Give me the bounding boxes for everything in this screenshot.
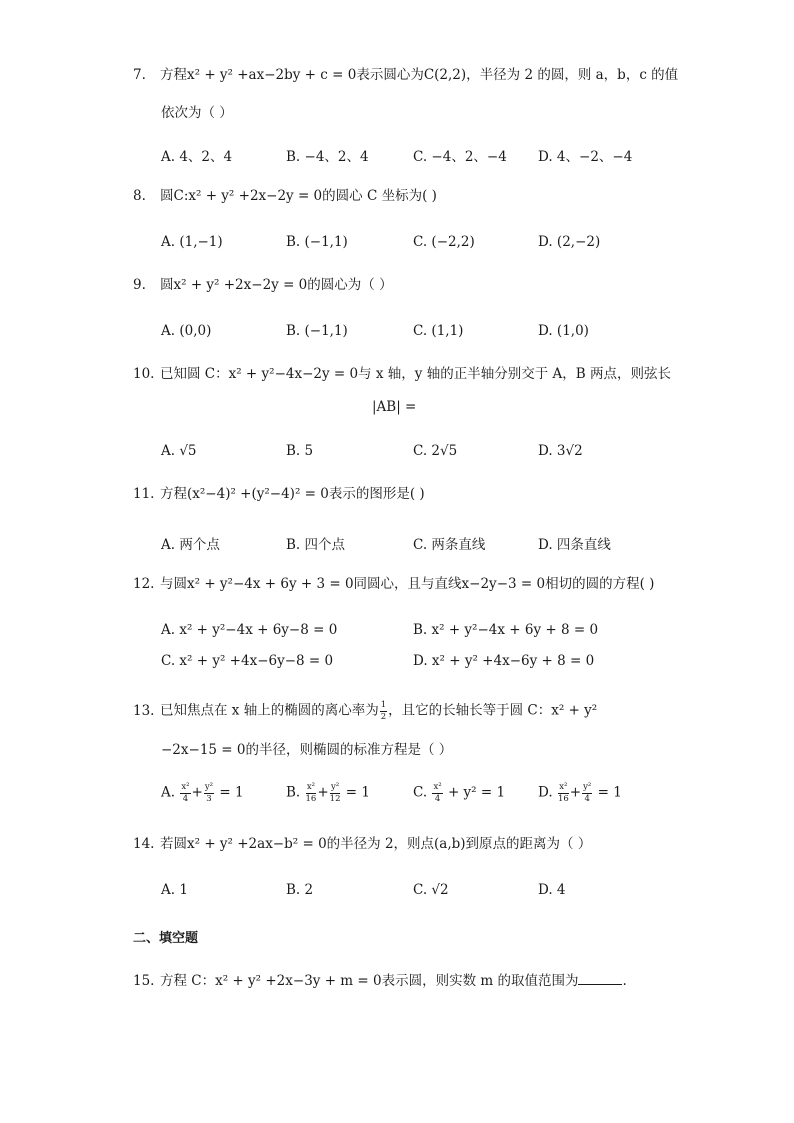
option-b[interactable]: B. x² + y²−4x + 6y + 8 = 0 <box>413 622 599 638</box>
option-c[interactable]: C. 2√5 <box>413 443 458 459</box>
option-d[interactable]: D. 四条直线 <box>538 537 611 553</box>
option-b[interactable]: B. 2 <box>286 882 314 898</box>
option-a[interactable]: A. $\frac{\text{x²}}{4}$ + $\frac{\text{y²}}{3}$ = 1 <box>161 782 244 804</box>
fraction: $\frac{\text{x²}}{16}$ <box>305 782 317 804</box>
question-7-continuation: 依次为（ ） <box>161 105 233 121</box>
question-text: ，且它的长轴长等于圆 C：x² + y² <box>388 702 598 719</box>
option-a[interactable]: A. x² + y²−4x + 6y−8 = 0 <box>161 622 338 638</box>
option-a[interactable]: A. (1,−1) <box>161 234 223 250</box>
option-a[interactable]: A. (0,0) <box>161 323 212 339</box>
question-13 <box>133 701 663 721</box>
question-number: 12. <box>133 576 155 592</box>
question-15: 15. 方程 C：x² + y² +2x−3y + m = 0表示圆，则实数 m 的取值范围为 . <box>133 973 627 989</box>
option-b[interactable]: B. −4、2、4 <box>286 149 369 165</box>
fraction-one-half: $\frac{1}{2}$ <box>380 700 387 722</box>
question-10-continuation: |AB| = <box>372 399 417 415</box>
option-d[interactable]: D. 4 <box>538 882 566 898</box>
question-text: 若圆x² + y² +2ax−b² = 0的半径为 2，则点(a,b)到原点的距离为（ ） <box>160 836 592 852</box>
option-c[interactable]: C. √2 <box>413 882 449 898</box>
question-9 <box>133 279 663 293</box>
question-number: 8. <box>133 188 146 204</box>
question-number: 7. <box>133 67 146 83</box>
question-text: 方程 C：x² + y² +2x−3y + m = 0表示圆，则实数 m 的取值范围为 <box>160 973 579 989</box>
question-number: 14. <box>133 836 155 852</box>
question-text: 已知焦点在 x 轴上的椭圆的离心率为 <box>160 702 379 719</box>
option-b[interactable]: B. $\frac{\text{x²}}{16}$ + $\frac{\text{y²}}{12}$ = 1 <box>286 782 370 804</box>
question-number: 13. <box>133 702 155 719</box>
question-10 <box>133 366 671 382</box>
option-b[interactable]: B. (−1,1) <box>286 234 348 250</box>
option-c[interactable]: C. (−2,2) <box>413 234 475 250</box>
option-d[interactable]: D. $\frac{\text{x²}}{16}$ + $\frac{\text{y²}}{4}$ = 1 <box>538 782 622 804</box>
question-text: 已知圆 C：x² + y²−4x−2y = 0与 x 轴，y 轴的正半轴分别交于 A，B 两点，则弦长 <box>160 366 671 382</box>
question-13-continuation: −2x−15 = 0的半径，则椭圆的标准方程是（ ） <box>161 742 453 758</box>
fraction: $\frac{\text{y²}}{3}$ <box>204 782 214 804</box>
question-text: 圆C:x² + y² +2x−2y = 0的圆心 C 坐标为( ) <box>160 188 437 204</box>
question-text: 与圆x² + y²−4x + 6y + 3 = 0同圆心，且与直线x−2y−3 = 0相切的圆的方程( ) <box>160 576 655 592</box>
answer-blank[interactable] <box>578 972 622 985</box>
option-d[interactable]: D. x² + y² +4x−6y + 8 = 0 <box>413 653 595 669</box>
question-number: 15. <box>133 973 155 989</box>
question-text: 方程x² + y² +ax−2by + c = 0表示圆心为C(2,2)，半径为 2 的圆，则 a，b，c 的值 <box>160 67 679 83</box>
question-14 <box>133 838 663 852</box>
question-8 <box>133 190 663 204</box>
option-c[interactable]: C. $\frac{\text{x²}}{4}$ + y² = 1 <box>413 782 506 804</box>
option-a[interactable]: A. 两个点 <box>161 537 220 553</box>
option-a[interactable]: A. 1 <box>161 882 188 898</box>
option-b[interactable]: B. (−1,1) <box>286 323 348 339</box>
option-d[interactable]: D. 3√2 <box>538 443 583 459</box>
section-title: 二、填空题 <box>133 931 199 946</box>
fraction: $\frac{\text{x²}}{16}$ <box>557 782 569 804</box>
fraction: $\frac{\text{y²}}{4}$ <box>583 782 592 804</box>
question-number: 10. <box>133 366 155 382</box>
fraction: $\frac{\text{x²}}{4}$ <box>433 782 442 804</box>
option-b[interactable]: B. 四个点 <box>286 537 346 553</box>
option-a[interactable]: A. 4、2、4 <box>161 149 233 165</box>
option-d[interactable]: D. 4、−2、−4 <box>538 149 633 165</box>
option-c[interactable]: C. x² + y² +4x−6y−8 = 0 <box>161 653 334 669</box>
option-c[interactable]: C. −4、2、−4 <box>413 149 507 165</box>
option-d[interactable]: D. (2,−2) <box>538 234 601 250</box>
question-number: 9. <box>133 277 146 293</box>
question-7 <box>133 67 679 83</box>
option-a[interactable]: A. √5 <box>161 443 197 459</box>
question-12 <box>133 578 663 592</box>
option-d[interactable]: D. (1,0) <box>538 323 589 339</box>
question-11 <box>133 488 663 502</box>
question-number: 11. <box>133 486 155 502</box>
question-text: 方程(x²−4)² +(y²−4)² = 0表示的图形是( ) <box>160 486 425 502</box>
question-text: 圆x² + y² +2x−2y = 0的圆心为（ ） <box>160 277 393 293</box>
option-c[interactable]: C. (1,1) <box>413 323 464 339</box>
option-b[interactable]: B. 5 <box>286 443 314 459</box>
fraction: $\frac{\text{y²}}{12}$ <box>329 782 341 804</box>
fraction: $\frac{\text{x²}}{4}$ <box>181 782 190 804</box>
option-c[interactable]: C. 两条直线 <box>413 537 486 553</box>
